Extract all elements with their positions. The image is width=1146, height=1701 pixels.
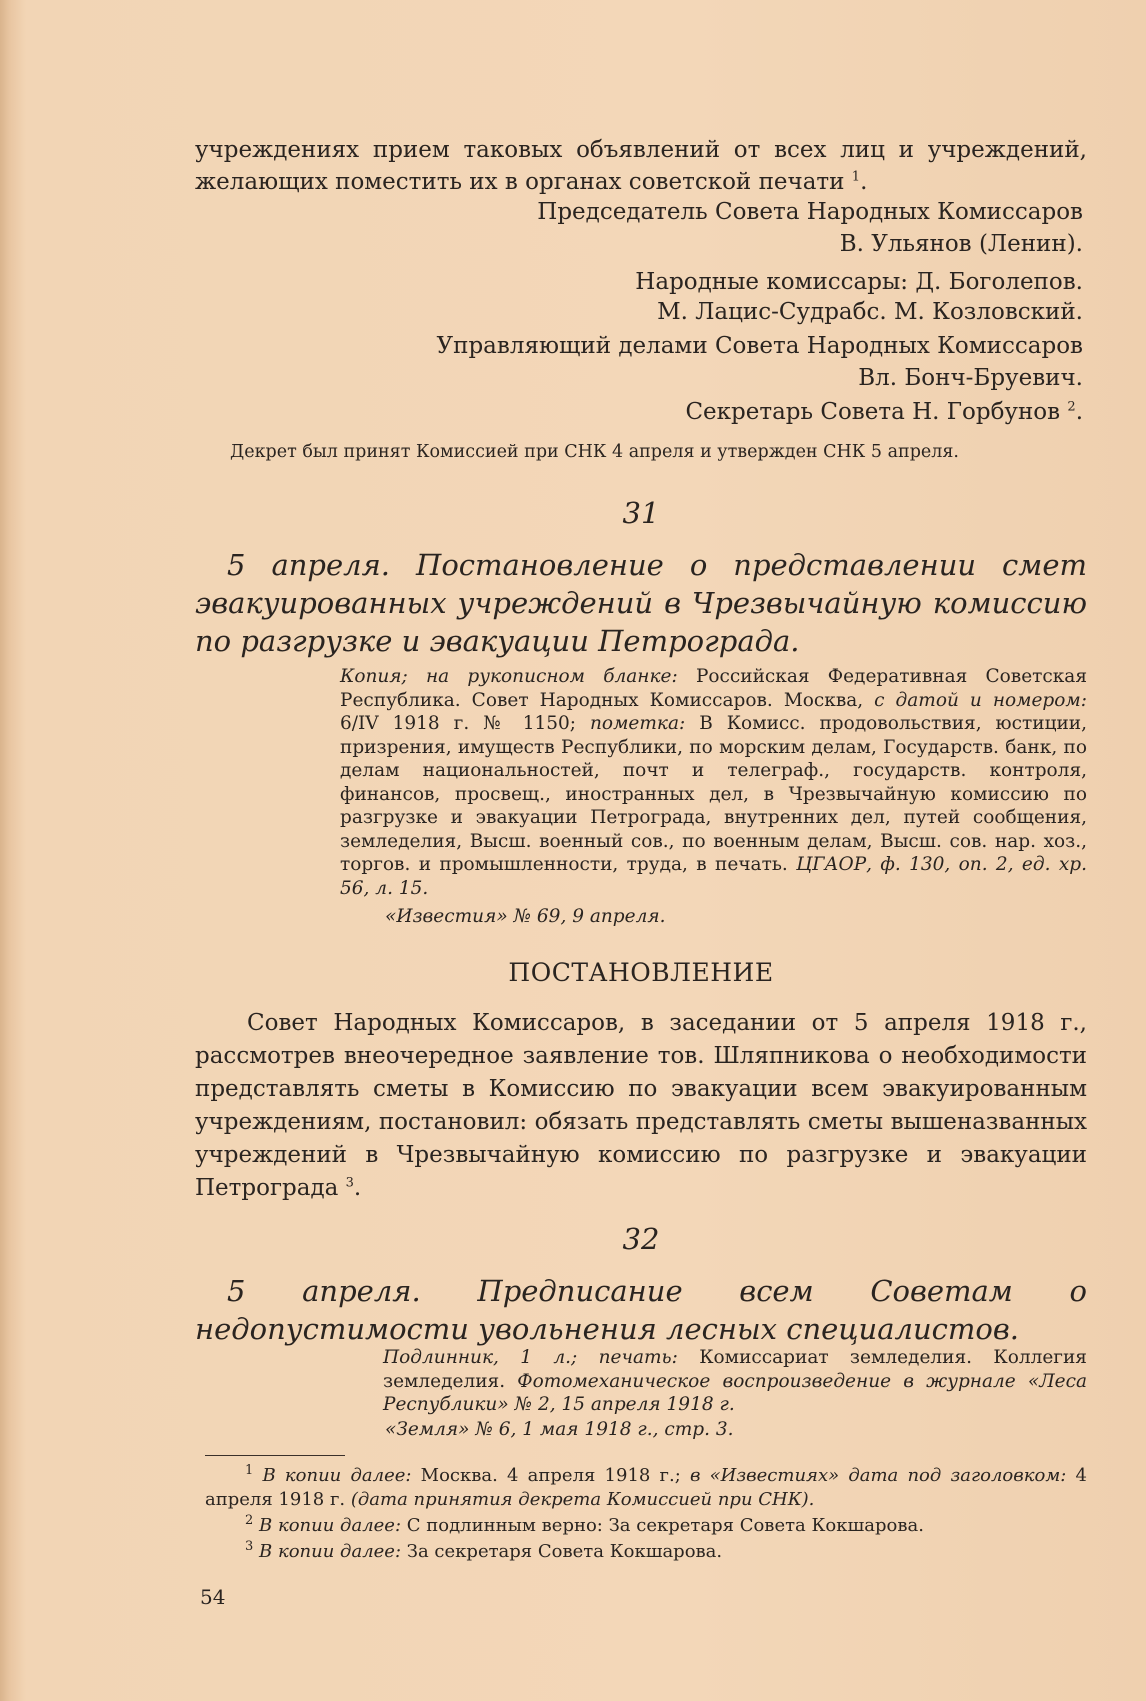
signature-commissars: Народные комиссары: Д. Боголепов. [635,269,1083,295]
decree-note: Декрет был принят Комиссией при СНК 4 апреля и утвержден СНК 5 апреля. [230,442,959,462]
document-31-source: Копия; на рукописном бланке: Российская Федеративная Советская Республика. Совет Народных Комиссаров. Москва, с датой и номером: 6/IV 1918 г. № 1150; пометка: В Комисс. продовольствия, юстиции, призрения, имуществ Республики, по морским делам, Государств. банк, по делам национальностей, почт и телеграф., государств. контроля, финансов, просвещ., иностранных дел, в Чрезвычайную комиссию по разгрузке и эвакуации Петрограда, внутренних дел, путей сообщения, земледелия, Высш. военный сов., по военным делам, Высш. сов. нар. хоз., торгов. и промышленности, труда, в печать. ЦГАОР, ф. 130, оп. 2, ед. хр. 56, л. 15. [340,666,1088,899]
footnote-3: $^3$ В копии далее: За секретаря Совета Кокшарова. [245,1539,723,1562]
document-31-body: Совет Народных Комиссаров, в заседании от 5 апреля 1918 г., рассмотрев внеочередное заявление тов. Шляпникова о необходимости представлять сметы в Комиссию по эвакуации всем эвакуированным учреждениям, постановил: обязать представлять сметы вышеназванных учреждений в Чрезвычайную комиссию по разгрузке и эвакуации Петрограда $^3$. [195,1010,1087,1201]
intro-line-1: учреждениях прием таковых объявлений от всех лиц и учреждений, [195,137,1087,163]
signature-bonch-bruevich: Вл. Бонч-Бруевич. [858,365,1083,391]
intro-line-2: желающих поместить их в органах советской печати $^1$. [195,169,868,195]
document-number-31: 31 [622,496,660,530]
document-32-published: «Земля» № 6, 1 мая 1918 г., стр. 3. [385,1419,734,1440]
archive-reference: ЦГАОР, ф. 130, оп. 2, ед. хр. 56, л. 15. [340,854,1087,899]
signature-chairman-title: Председатель Совета Народных Комиссаров [537,199,1083,225]
document-31-title: ПОСТАНОВЛЕНИЕ [508,958,774,987]
signature-secretary: Секретарь Совета Н. Горбунов $^2$. [685,399,1083,425]
document-31-published: «Известия» № 69, 9 апреля. [385,906,666,927]
footnote-divider [205,1455,345,1456]
document-number-32: 32 [622,1222,660,1256]
document-32-heading: 5 апреля. Предписание всем Советам о недопустимости увольнения лесных специалистов. [195,1274,1087,1346]
signature-manager-title: Управляющий делами Совета Народных Комиссаров [436,333,1083,359]
document-32-source: Подлинник, 1 л.; печать: Комиссариат земледелия. Коллегия земледелия. Фотомеханическое воспроизведение в журнале «Леса Республики» № 2, 15 апреля 1918 г. [383,1347,1087,1415]
signature-lenin: В. Ульянов (Ленин). [839,231,1083,257]
footnote-1: $^1$ В копии далее: Москва. 4 апреля 1918 г.; в «Известиях» дата под заголовком: 4 апреля 1918 г. (дата принятия декрета Комиссией при СНК). [205,1463,1087,1510]
signature-commissars-2: М. Лацис-Судрабс. М. Козловский. [657,299,1083,325]
page-number: 54 [200,1585,226,1609]
footnote-2: $^2$ В копии далее: С подлинным верно: За секретаря Совета Кокшарова. [245,1513,924,1536]
document-31-heading: 5 апреля. Постановление о представлении смет эвакуированных учреждений в Чрезвычайную комиссию по разгрузке и эвакуации Петрограда. [195,548,1087,658]
